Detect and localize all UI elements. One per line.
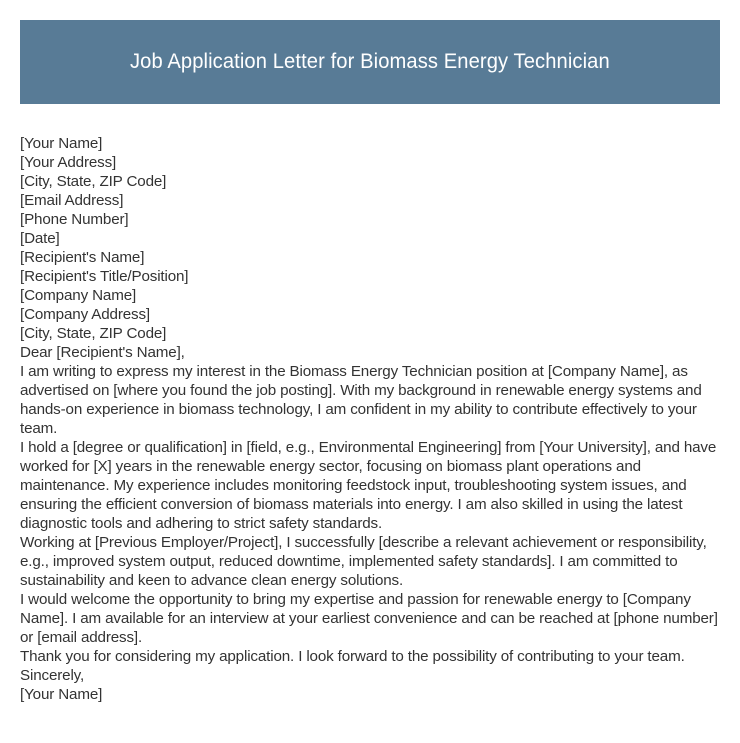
paragraph-availability: I would welcome the opportunity to bring my expertise and passion for renewable energy to [Company Name]. I am available for an interview at your earliest convenience and can be reached at [phone number] or [email address].	[20, 591, 718, 646]
paragraph-qualifications: I hold a [degree or qualification] in [field, e.g., Environmental Engineering] from [Your University], and have worked for [X] years in the renewable energy sector, focusing on biomass plant operations and maintenance. My experience includes monitoring feedstock input, troubleshooting system issues, and ensuring the efficient conversion of biomass materials into energy. I am also skilled in using the latest diagnostic tools and adhering to strict safety standards.	[20, 439, 717, 532]
recipient-city-state-zip: [City, State, ZIP Code]	[20, 325, 167, 342]
letter-body	[20, 134, 725, 704]
sender-email: [Email Address]	[20, 192, 124, 209]
letter-header-banner	[20, 20, 720, 104]
recipient-title: [Recipient's Title/Position]	[20, 268, 189, 285]
recipient-company-address: [Company Address]	[20, 306, 150, 323]
paragraph-achievements: Working at [Previous Employer/Project], I successfully [describe a relevant achievement or responsibility, e.g., improved system output, reduced downtime, implemented safety standards]. I am committed to sustainability and keen to advance clean energy solutions.	[20, 534, 707, 589]
letter-date: [Date]	[20, 230, 60, 247]
sender-address: [Your Address]	[20, 154, 117, 171]
closing: Sincerely,	[20, 667, 85, 684]
page-title: Job Application Letter for Biomass Energy Technician	[130, 50, 610, 73]
recipient-company: [Company Name]	[20, 287, 137, 304]
sender-city-state-zip: [City, State, ZIP Code]	[20, 173, 167, 190]
paragraph-introduction: I am writing to express my interest in the Biomass Energy Technician position at [Company Name], as advertised on [where you found the job posting]. With my background in renewable energy systems and hands-on experience in biomass technology, I am confident in my ability to contribute effectively to your team.	[20, 363, 702, 437]
sender-name: [Your Name]	[20, 135, 103, 152]
signature: [Your Name]	[20, 686, 103, 703]
paragraph-thanks: Thank you for considering my application. I look forward to the possibility of contributing to your team.	[20, 648, 685, 665]
salutation: Dear [Recipient's Name],	[20, 344, 185, 361]
recipient-name: [Recipient's Name]	[20, 249, 145, 266]
sender-phone: [Phone Number]	[20, 211, 129, 228]
